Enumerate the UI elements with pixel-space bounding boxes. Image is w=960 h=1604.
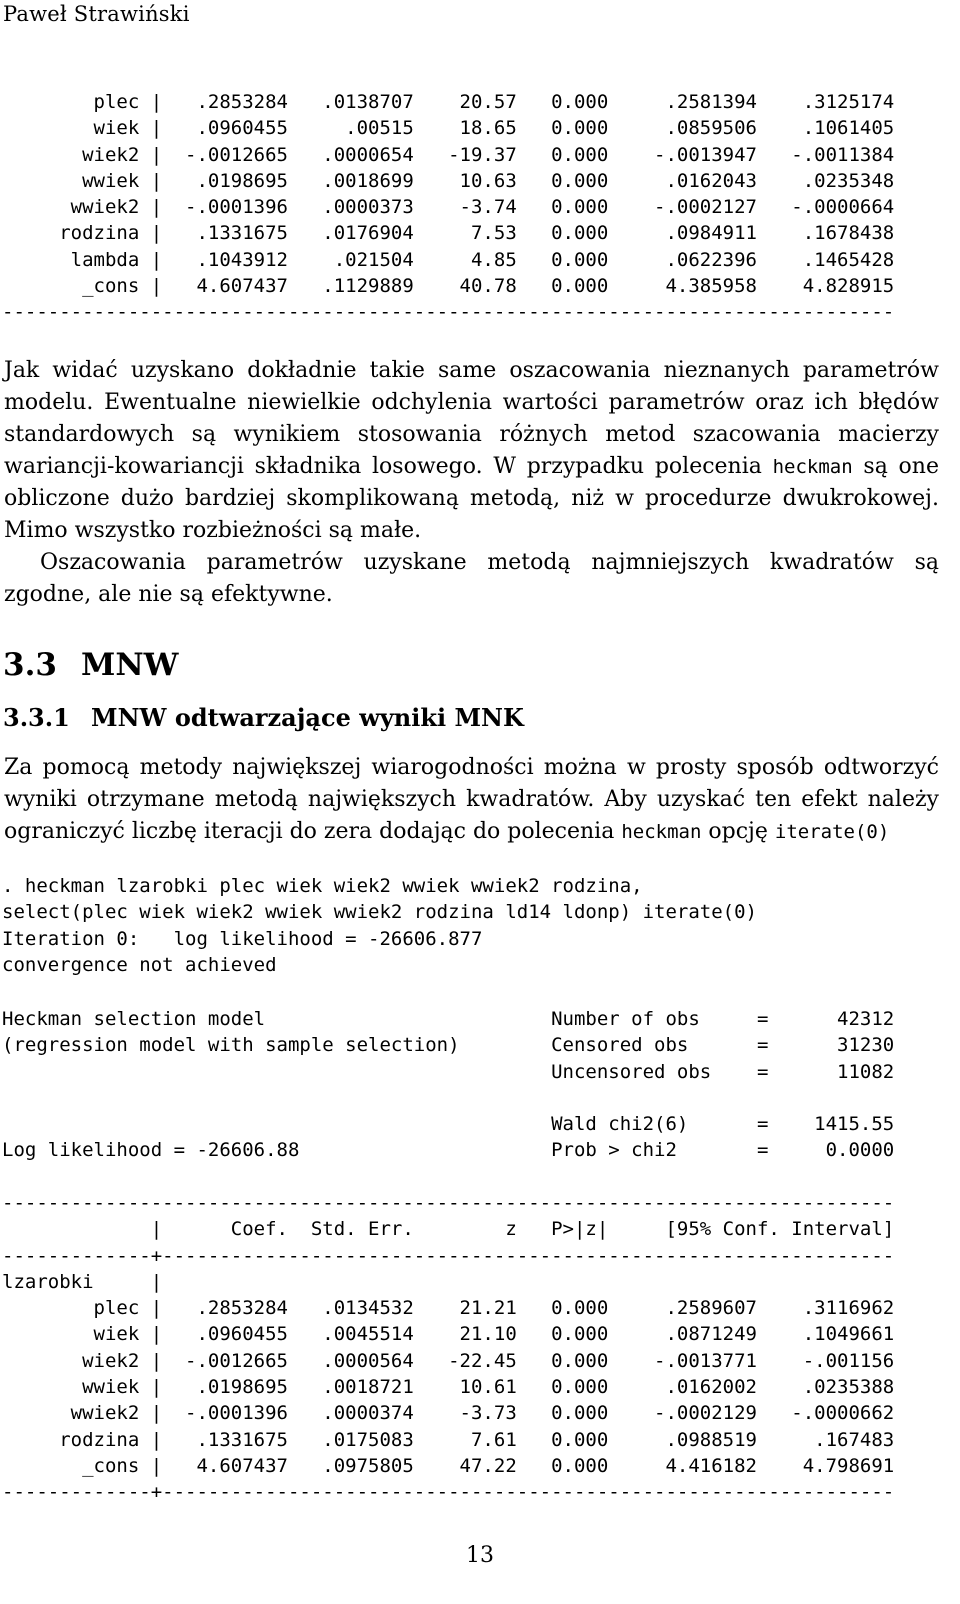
table-row: wiek2 | -.0012665 .0000564 -22.45 0.000 -.0013771 -.001156 — [82, 1349, 895, 1372]
table-row: plec | .2853284 .0134532 21.21 0.000 .2589607 .3116962 — [93, 1297, 895, 1320]
table-rule: -------------+---------------------------------------------------------------- — [2, 1481, 895, 1504]
table-row: wwiek2 | -.0001396 .0000373 -3.74 0.000 -.0002127 -.0000664 — [70, 196, 895, 219]
subsection-title: MNW odtwarzające wyniki MNK — [91, 703, 524, 732]
header-line: Heckman selection model Number of obs = 42312 — [2, 1008, 895, 1030]
subsection-number: 3.3.1 — [3, 703, 70, 732]
table-row: wwiek | .0198695 .0018721 10.61 0.000 .0162002 .0235388 — [82, 1376, 895, 1399]
header-line: Wald chi2(6) = 1415.55 — [551, 1113, 895, 1136]
table-row: wiek | .0960455 .0045514 21.10 0.000 .0871249 .1049661 — [93, 1323, 895, 1346]
table-row: rodzina | .1331675 .0175083 7.61 0.000 .0988519 .167483 — [59, 1428, 895, 1451]
paragraph-mle-intro — [4, 752, 939, 848]
table-row: wiek | .0960455 .00515 18.65 0.000 .0859506 .1061405 — [93, 117, 895, 140]
paragraph-text: są one obliczone dużo bardziej skomplikowaną metodą, niż w procedurze dwukrokowej. Mimo wszystko rozbieżności są małe. — [4, 454, 939, 543]
stata-command-output — [2, 873, 757, 978]
table-row: wiek2 | -.0012665 .0000654 -19.37 0.000 -.0013947 -.0011384 — [82, 143, 895, 166]
output-line: . heckman lzarobki plec wiek wiek2 wwiek wwiek2 rodzina, — [2, 875, 643, 897]
header-line: Uncensored obs = 11082 — [551, 1060, 895, 1083]
table-row: wwiek | .0198695 .0018699 10.63 0.000 .0162043 .0235348 — [82, 169, 895, 192]
output-line: select(plec wiek wiek2 wwiek wwiek2 rodzina ld14 ldonp) iterate(0) — [2, 901, 757, 924]
table-rule: ------------------------------------------------------------------------------ — [2, 1192, 895, 1214]
paragraph-comparison — [4, 355, 939, 547]
table-rule: ------------------------------------------------------------------------------ — [2, 301, 895, 324]
header-line: (regression model with sample selection) Censored obs = 31230 — [2, 1034, 895, 1057]
section-heading — [3, 647, 178, 683]
paragraph-text: Za pomocą metody największej wiarogodności można w prosty sposób odtworzyć wyniki otrzymane metodą największych kwadratów. Aby uzyskać ten efekt należy ograniczyć liczbę iteracji do zera dodając do polecenia — [4, 755, 939, 844]
output-line: convergence not achieved — [2, 953, 277, 976]
section-number: 3.3 — [3, 647, 57, 683]
table-row: wwiek2 | -.0001396 .0000374 -3.73 0.000 -.0002129 -.0000662 — [70, 1402, 895, 1425]
regression-table-mle — [2, 1190, 894, 1506]
section-title: MNW — [81, 647, 179, 683]
table-group-label: lzarobki | — [2, 1270, 163, 1293]
inline-code: heckman — [772, 456, 853, 478]
table-header-row: | Coef. Std. Err. z P>|z| [95% Conf. Interval] — [150, 1218, 895, 1241]
table-row: _cons | 4.607437 .0975805 47.22 0.000 4.416182 4.798691 — [82, 1454, 895, 1477]
page-number: 13 — [466, 1543, 494, 1568]
table-row: _cons | 4.607437 .1129889 40.78 0.000 4.385958 4.828915 — [82, 275, 895, 298]
inline-code: heckman — [621, 821, 702, 843]
inline-code: iterate(0) — [774, 821, 890, 843]
header-line: Log likelihood = -26606.88 Prob > chi2 = 0.0000 — [2, 1139, 895, 1162]
running-header: Paweł Strawiński — [3, 2, 190, 26]
table-row: plec | .2853284 .0138707 20.57 0.000 .2581394 .3125174 — [93, 91, 895, 113]
subsection-heading — [3, 703, 524, 732]
output-line: Iteration 0: log likelihood = -26606.877 — [2, 927, 483, 950]
table-row: rodzina | .1331675 .0176904 7.53 0.000 .0984911 .1678438 — [59, 222, 895, 245]
paragraph-text: Jak widać uzyskano dokładnie takie same oszacowania nieznanych parametrów modelu. Ewentualne niewielkie odchylenia wartości parametrów oraz ich błędów standardowych są wynikiem stosowania różnych metod szacowania macierzy wariancji-kowariancji składnika losowego. W przypadku polecenia — [4, 358, 939, 479]
paragraph-ols-note: Oszacowania parametrów uzyskane metodą najmniejszych kwadratów są zgodne, ale nie są efektywne. — [4, 550, 939, 607]
paragraph-text: opcję — [701, 819, 775, 844]
table1-rows — [2, 91, 894, 297]
regression-table-twostep — [2, 89, 894, 326]
table-rule: -------------+---------------------------------------------------------------- — [2, 1244, 895, 1267]
heckman-model-header — [2, 1006, 894, 1164]
table-row: lambda | .1043912 .021504 4.85 0.000 .0622396 .1465428 — [70, 248, 895, 271]
